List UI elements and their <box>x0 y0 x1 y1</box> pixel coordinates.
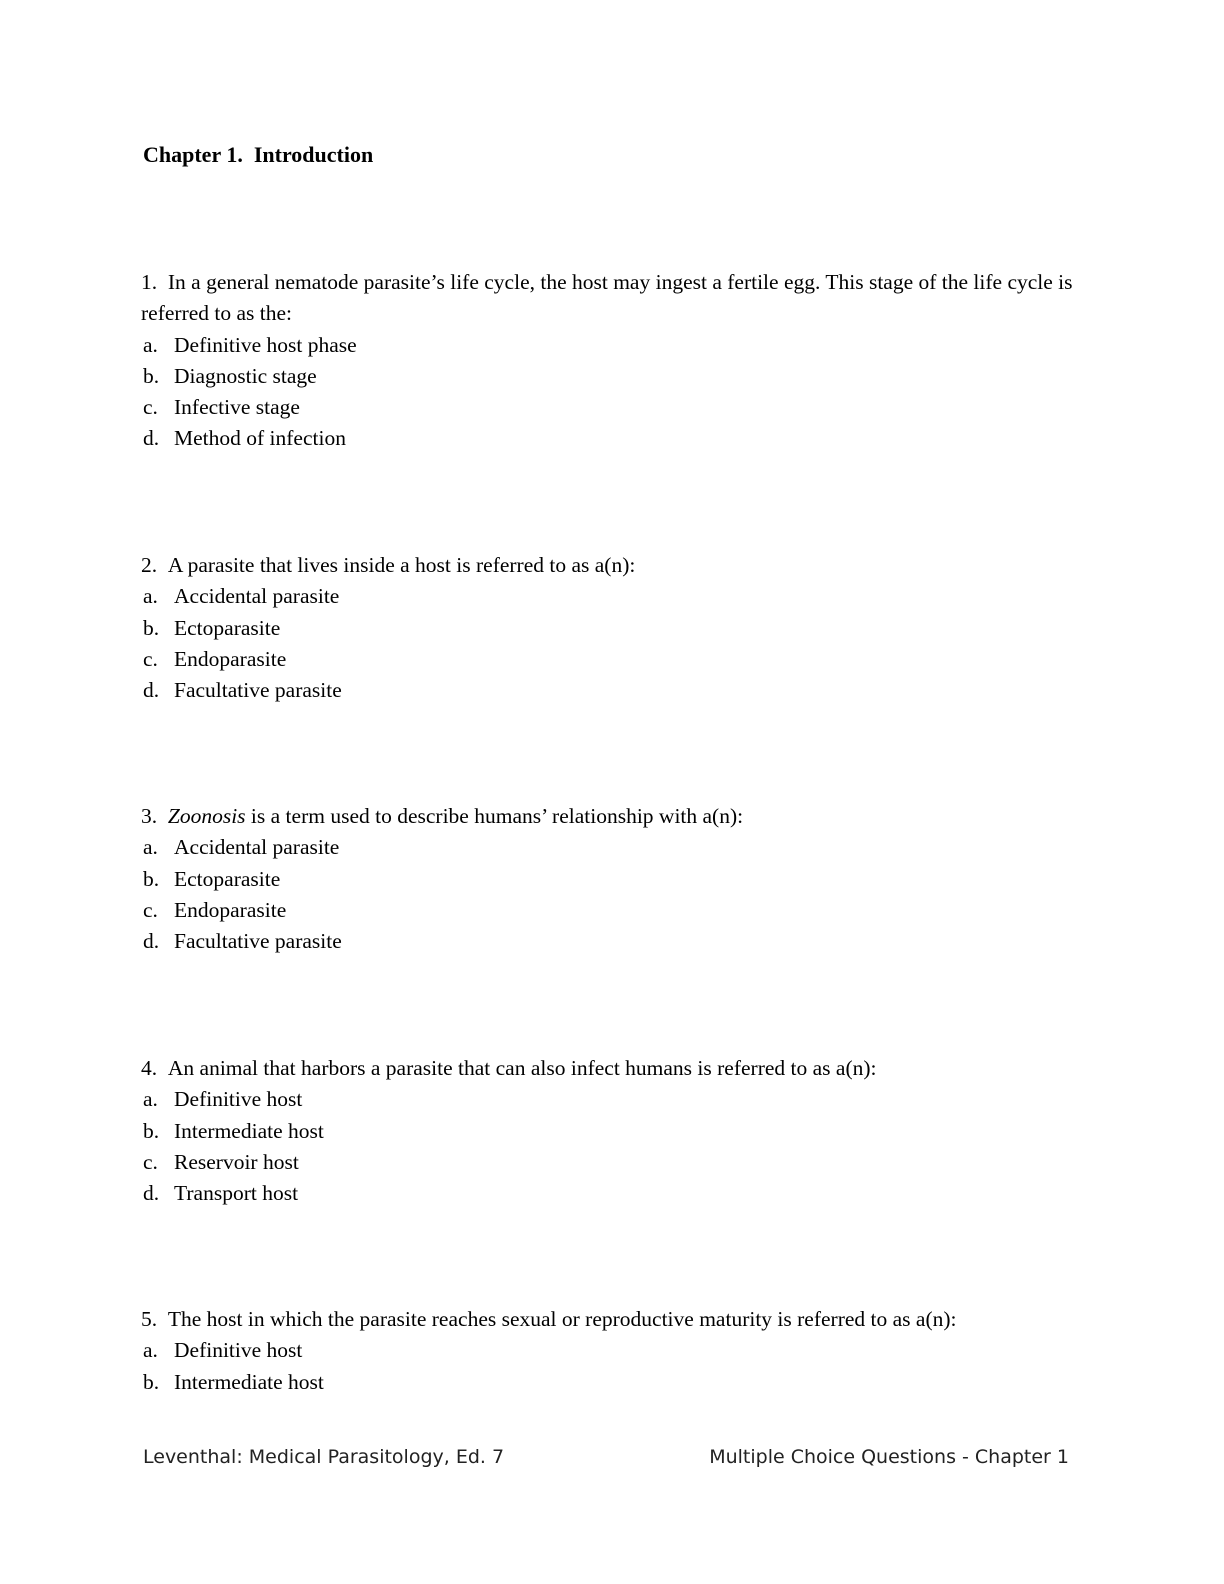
question-text: In a general nematode parasite’s life cycle, the host may ingest a fertile egg. This stage of the life cycle is referred to as the: <box>141 270 1073 326</box>
option-letter: a. <box>143 1087 158 1112</box>
option-text: Facultative parasite <box>174 678 342 703</box>
question-text: A parasite that lives inside a host is referred to as a(n): <box>167 553 636 577</box>
option-letter: a. <box>143 835 158 860</box>
option-d <box>141 675 1081 706</box>
option-text: Intermediate host <box>174 1369 324 1394</box>
option-letter: c. <box>143 1149 158 1174</box>
option-text: Definitive host <box>174 1338 303 1363</box>
option-c <box>141 1147 1081 1178</box>
option-text: Endoparasite <box>174 897 287 922</box>
option-letter: a. <box>143 584 158 609</box>
option-text: Transport host <box>174 1181 299 1206</box>
option-letter: a. <box>143 332 158 357</box>
option-letter: b. <box>143 1369 160 1394</box>
option-b <box>141 1116 1081 1147</box>
question-number: 3. <box>141 804 158 828</box>
option-letter: a. <box>143 1338 158 1363</box>
option-text: Diagnostic stage <box>174 363 317 388</box>
option-d <box>141 423 1081 454</box>
option-letter: d. <box>143 929 160 954</box>
option-letter: b. <box>143 363 160 388</box>
question-number: 2. <box>141 553 158 577</box>
footer-book-title: Leventhal: Medical Parasitology, Ed. 7 <box>143 1446 505 1468</box>
option-letter: c. <box>143 897 158 922</box>
option-text: Facultative parasite <box>174 929 342 954</box>
option-a <box>141 1084 1081 1115</box>
question-1 <box>141 267 1081 455</box>
question-2 <box>141 550 1081 706</box>
question-text: An animal that harbors a parasite that can also infect humans is referred to as a(n): <box>167 1056 877 1080</box>
option-a <box>141 330 1081 361</box>
option-a <box>141 581 1081 612</box>
option-letter: c. <box>143 646 158 671</box>
option-text: Intermediate host <box>174 1118 324 1143</box>
option-d <box>141 1178 1081 1209</box>
option-text: Definitive host phase <box>174 332 357 357</box>
question-text: The host in which the parasite reaches sexual or reproductive maturity is referred to as a(n): <box>167 1307 957 1331</box>
option-text: Definitive host <box>174 1087 303 1112</box>
option-c <box>141 644 1081 675</box>
option-text: Accidental parasite <box>174 584 340 609</box>
option-b <box>141 1367 1081 1398</box>
option-letter: b. <box>143 615 160 640</box>
question-term-italic: Zoonosis <box>167 804 246 828</box>
option-letter: b. <box>143 866 160 891</box>
option-d <box>141 926 1081 957</box>
option-b <box>141 864 1081 895</box>
option-text: Ectoparasite <box>174 866 281 891</box>
option-letter: c. <box>143 395 158 420</box>
option-text: Endoparasite <box>174 646 287 671</box>
option-c <box>141 895 1081 926</box>
question-number: 5. <box>141 1307 158 1331</box>
chapter-title: Chapter 1. Introduction <box>143 142 374 167</box>
option-b <box>141 361 1081 392</box>
question-3 <box>141 801 1081 957</box>
option-letter: d. <box>143 678 160 703</box>
option-letter: d. <box>143 426 160 451</box>
option-a <box>141 832 1081 863</box>
question-4 <box>141 1053 1081 1209</box>
option-text: Ectoparasite <box>174 615 281 640</box>
option-letter: b. <box>143 1118 160 1143</box>
question-number: 4. <box>141 1056 158 1080</box>
footer-section-title: Multiple Choice Questions - Chapter 1 <box>709 1446 1069 1468</box>
option-text: Accidental parasite <box>174 835 340 860</box>
option-text: Infective stage <box>174 395 300 420</box>
option-text: Reservoir host <box>174 1149 299 1174</box>
question-stem <box>141 801 1081 832</box>
question-number: 1. <box>141 270 158 294</box>
option-b <box>141 613 1081 644</box>
question-stem <box>141 267 1081 330</box>
option-a <box>141 1335 1081 1366</box>
option-text: Method of infection <box>174 426 346 451</box>
question-stem <box>141 1053 1081 1084</box>
question-5 <box>141 1304 1081 1398</box>
question-stem <box>141 550 1081 581</box>
option-c <box>141 392 1081 423</box>
question-stem <box>141 1304 1081 1335</box>
question-text: is a term used to describe humans’ relationship with a(n): <box>245 804 744 828</box>
option-letter: d. <box>143 1181 160 1206</box>
